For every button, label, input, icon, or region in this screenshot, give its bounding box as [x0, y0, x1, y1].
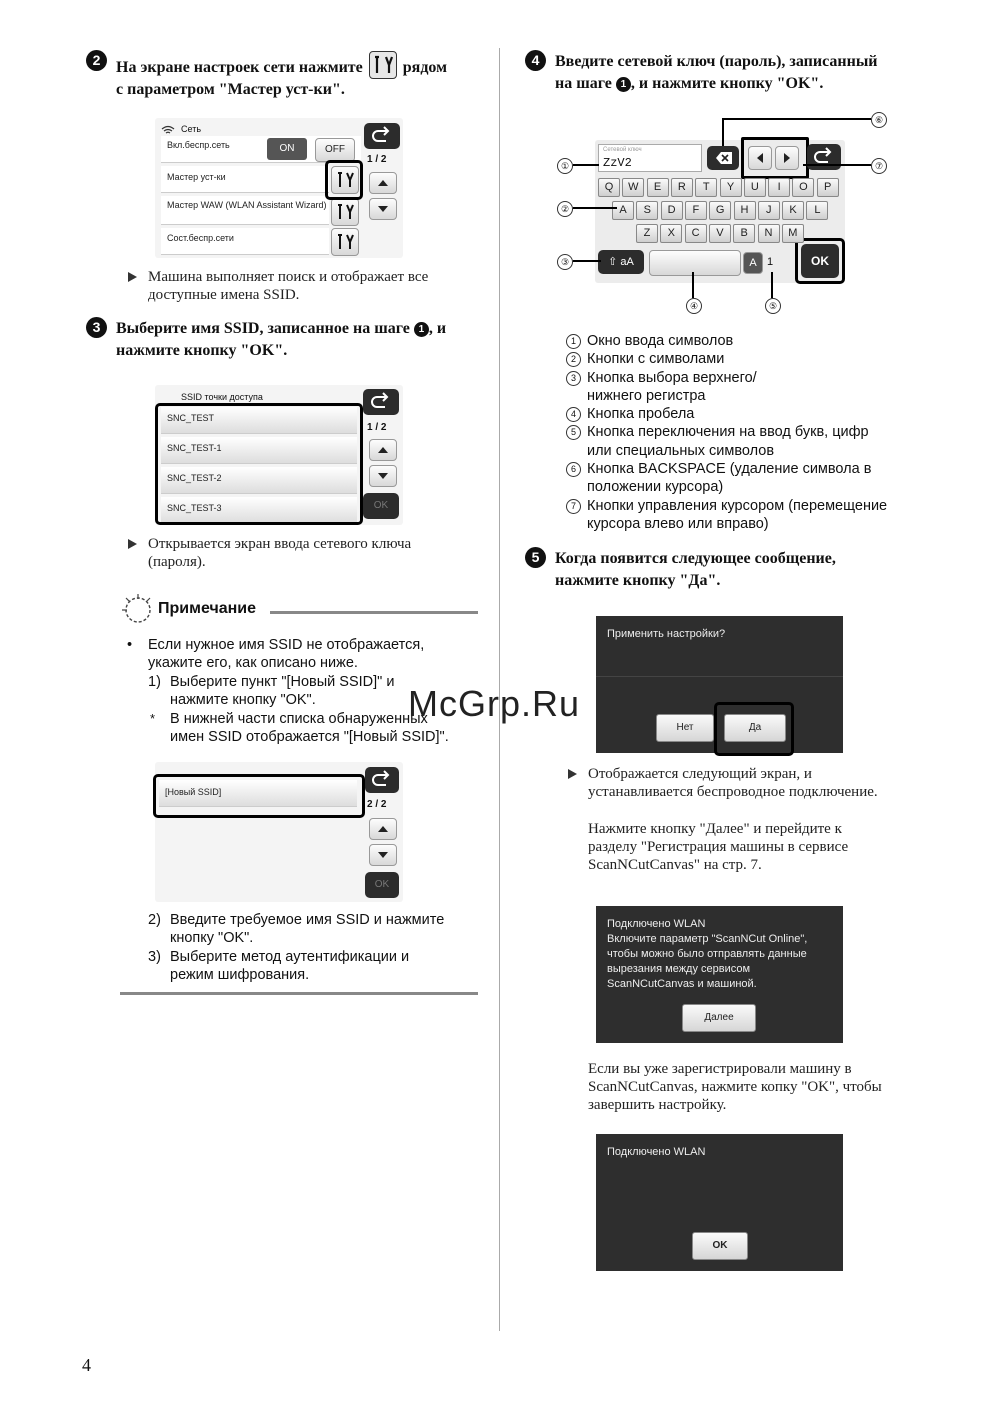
- scroll-down-button[interactable]: [369, 844, 397, 866]
- callout-5: ⑤: [765, 298, 781, 314]
- wlan-connected-screen: [596, 906, 843, 1043]
- legend-line: [566, 515, 986, 533]
- legend-line: [566, 405, 986, 423]
- scroll-up-button[interactable]: [369, 172, 397, 194]
- character-key[interactable]: P: [817, 178, 839, 197]
- legend-text: Кнопки управления курсором (перемещение: [587, 497, 888, 514]
- legend-number: 2: [566, 352, 581, 367]
- scroll-up-button[interactable]: [369, 818, 397, 840]
- step-3-result: Открывается экран ввода сетевого ключа (пароля).: [148, 535, 488, 571]
- note-title: Примечание: [158, 600, 257, 617]
- ssid-row[interactable]: SNC_TEST-2: [161, 467, 357, 494]
- legend-line: [566, 423, 986, 441]
- row-waw[interactable]: Мастер WAW (WLAN Assistant Wizard): [161, 196, 329, 225]
- scroll-down-button[interactable]: [369, 465, 397, 487]
- callout-line: [573, 164, 599, 166]
- ok-button[interactable]: OK: [801, 244, 839, 278]
- network-settings-screen: [155, 118, 403, 258]
- tool-icon: [332, 199, 358, 225]
- up-triangle-icon: [370, 173, 396, 193]
- character-key[interactable]: E: [647, 178, 669, 197]
- ssid-list-screen: [155, 385, 403, 525]
- callout-2: ②: [557, 201, 573, 217]
- wlan-title: Подключено WLAN: [607, 1146, 706, 1158]
- character-key[interactable]: F: [685, 201, 707, 220]
- callout-line: [573, 207, 617, 209]
- character-key[interactable]: G: [709, 201, 731, 220]
- legend-line: [566, 460, 986, 478]
- ok-button[interactable]: OK: [363, 493, 399, 519]
- screen-title: SSID точки доступа: [181, 392, 263, 402]
- ok-button[interactable]: OK: [365, 872, 399, 898]
- callout-line: [803, 164, 871, 166]
- legend-line: [566, 350, 986, 368]
- step-3-number: 3: [86, 317, 107, 338]
- legend-number: 3: [566, 371, 581, 386]
- apply-settings-text: Применить настройки?: [607, 628, 726, 640]
- shift-case-button[interactable]: ⇧ aA: [598, 250, 644, 274]
- tool-icon: [369, 51, 397, 79]
- note-item-2-text: Введите требуемое имя SSID и нажмите кнопку "OK".: [170, 912, 445, 946]
- new-ssid-row[interactable]: [Новый SSID]: [159, 780, 357, 807]
- step-5-result: Отображается следующий экран, и устанавливается беспроводное подключение.: [588, 765, 988, 801]
- character-key[interactable]: J: [758, 201, 780, 220]
- character-key[interactable]: Z: [636, 224, 658, 243]
- note-divider: [270, 611, 478, 614]
- row-setup-wizard[interactable]: Мастер уст-ки: [161, 166, 329, 193]
- callout-4: ④: [686, 298, 702, 314]
- character-key[interactable]: I: [768, 178, 790, 197]
- up-triangle-icon: [370, 819, 396, 839]
- step-2-result: Машина выполняет поиск и отображает все доступные имена SSID.: [148, 268, 488, 304]
- note-item-1-text: Выберите пункт "[Новый SSID]" и нажмите кнопку "OK".: [170, 674, 395, 708]
- space-button[interactable]: [649, 250, 741, 276]
- page-indicator: 1 / 2: [367, 422, 387, 433]
- legend-number: 4: [566, 407, 581, 422]
- character-key[interactable]: T: [695, 178, 717, 197]
- legend-text: Кнопки с символами: [587, 351, 725, 368]
- step-2-number: 2: [86, 50, 107, 71]
- legend-number: 6: [566, 462, 581, 477]
- back-button[interactable]: [365, 767, 399, 793]
- callout-line: [692, 272, 694, 298]
- step-4-heading: Введите сетевой ключ (пароль), записанный на шаге 1 , и нажмите кнопку "OK".: [555, 53, 878, 92]
- note-icon: [120, 592, 154, 631]
- keyboard-legend: [566, 332, 986, 533]
- step-2-heading: На экране настроек сети нажмите рядом с параметром "Мастер уст-ки".: [116, 51, 486, 101]
- highlight-frame: [155, 403, 363, 525]
- back-arrow-icon: [365, 767, 399, 793]
- note-item-3-text: Выберите метод аутентификации и режим шифрования.: [170, 949, 410, 983]
- legend-text: Окно ввода символов: [587, 333, 734, 349]
- note-item-1-number: 1): [148, 674, 161, 690]
- ssid-row[interactable]: SNC_TEST: [161, 407, 357, 434]
- legend-line: [566, 497, 986, 515]
- note-bullet: •: [127, 637, 133, 653]
- character-key[interactable]: H: [734, 201, 756, 220]
- callout-line: [573, 260, 601, 262]
- note-star: *: [150, 711, 156, 726]
- legend-text: или специальных символов: [587, 442, 775, 459]
- tool-icon: [332, 229, 358, 255]
- legend-number: 7: [566, 499, 581, 514]
- page-indicator: 2 / 2: [367, 799, 387, 810]
- apply-settings-screen: [596, 616, 843, 753]
- legend-text: нижнего регистра: [587, 387, 706, 404]
- no-button[interactable]: Нет: [656, 714, 714, 742]
- step-5-number: 5: [525, 547, 546, 568]
- ssid-row[interactable]: SNC_TEST-3: [161, 497, 357, 524]
- row-wireless[interactable]: Вкл.беспр.сеть: [161, 136, 361, 163]
- callout-line: [771, 272, 773, 298]
- note-bullet-text: Если нужное имя SSID не отображается, укажите его, как описано ниже.: [148, 637, 425, 671]
- keyboard-screen: [595, 140, 845, 283]
- back-button[interactable]: [363, 389, 399, 415]
- result-arrow-icon: [128, 272, 137, 282]
- step-4-number: 4: [525, 50, 546, 71]
- callout-line: [722, 118, 871, 120]
- legend-line: [566, 442, 986, 460]
- divider: [596, 676, 843, 677]
- scroll-down-button[interactable]: [369, 198, 397, 220]
- back-arrow-icon: [807, 144, 841, 170]
- highlight-frame: [714, 702, 794, 756]
- character-key[interactable]: X: [660, 224, 682, 243]
- step-5-para-1: Нажмите кнопку "Далее" и перейдите к разделу "Регистрация машины в сервисе ScanNCutCanvas" на стр. 7.: [588, 821, 849, 873]
- back-arrow-icon: [363, 389, 399, 415]
- scroll-up-button[interactable]: [369, 439, 397, 461]
- down-triangle-icon: [370, 845, 396, 865]
- callout-7: ⑦: [871, 158, 887, 174]
- character-key[interactable]: S: [636, 201, 658, 220]
- character-key[interactable]: A: [612, 201, 634, 220]
- status-tool-button[interactable]: [331, 228, 359, 256]
- step-5-heading: Когда появится следующее сообщение, нажмите кнопку "Да".: [555, 550, 836, 589]
- page-indicator: 1 / 2: [367, 154, 387, 165]
- highlight-frame: [795, 238, 845, 284]
- legend-line: [566, 478, 986, 496]
- character-key[interactable]: L: [806, 201, 828, 220]
- character-key[interactable]: D: [661, 201, 683, 220]
- mode-digits-label[interactable]: 1: [767, 256, 774, 268]
- character-key[interactable]: C: [685, 224, 707, 243]
- legend-text: Кнопка пробела: [587, 406, 695, 423]
- step-5-para-2: Если вы уже зарегистрировали машину в ScanNCutCanvas, нажмите копку "OK", чтобы завершить настройку.: [588, 1061, 882, 1113]
- highlight-frame: [325, 160, 363, 200]
- legend-line: [566, 387, 986, 405]
- down-triangle-icon: [370, 199, 396, 219]
- character-key[interactable]: Q: [598, 178, 620, 197]
- backspace-button[interactable]: [707, 146, 739, 170]
- character-key[interactable]: V: [709, 224, 731, 243]
- off-button[interactable]: OFF: [315, 138, 355, 162]
- on-button[interactable]: ON: [267, 138, 307, 160]
- waw-tool-button[interactable]: [331, 198, 359, 226]
- yes-button[interactable]: Да: [724, 714, 786, 742]
- callout-1: ①: [557, 158, 573, 174]
- character-key[interactable]: O: [792, 178, 814, 197]
- legend-number: 1: [566, 334, 581, 349]
- callout-line: [722, 118, 724, 146]
- next-button[interactable]: Далее: [682, 1004, 756, 1032]
- character-key[interactable]: R: [671, 178, 693, 197]
- highlight-frame: [741, 137, 809, 179]
- legend-line: [566, 369, 986, 387]
- note-bottom-divider: [120, 992, 478, 995]
- character-key[interactable]: N: [758, 224, 780, 243]
- note-item-3-number: 3): [148, 949, 161, 965]
- legend-text: курсора влево или вправо): [587, 515, 769, 532]
- note-item-2-number: 2): [148, 912, 161, 928]
- character-key[interactable]: K: [782, 201, 804, 220]
- legend-text: положении курсора): [587, 479, 724, 496]
- result-arrow-icon: [128, 539, 137, 549]
- ok-button[interactable]: OK: [692, 1232, 748, 1260]
- screen-title: Сеть: [181, 124, 202, 134]
- back-arrow-icon: [364, 123, 400, 149]
- page-number: 4: [82, 1355, 91, 1375]
- character-key[interactable]: M: [782, 224, 804, 243]
- mode-letters-button[interactable]: A: [743, 252, 763, 274]
- note-star-text: В нижней части списка обнаруженных имен SSID отображается "[Новый SSID]".: [170, 711, 449, 745]
- ssid-row[interactable]: SNC_TEST-1: [161, 437, 357, 464]
- row-status[interactable]: Сост.беспр.сети: [161, 228, 329, 255]
- character-key[interactable]: U: [744, 178, 766, 197]
- legend-number: 5: [566, 425, 581, 440]
- legend-line: [566, 332, 986, 350]
- character-input-window[interactable]: Сетевой ключ ZzV2: [598, 144, 702, 172]
- up-triangle-icon: [370, 440, 396, 460]
- result-arrow-icon: [568, 769, 577, 779]
- step-3-heading: Выберите имя SSID, записанное на шаге 1 , и нажмите кнопку "OK".: [116, 320, 447, 359]
- back-button[interactable]: [364, 123, 400, 149]
- wlan-connected-ok-screen: [596, 1134, 843, 1271]
- character-key[interactable]: Y: [720, 178, 742, 197]
- legend-text: Кнопка переключения на ввод букв, цифр: [587, 424, 869, 441]
- legend-text: Кнопка выбора верхнего/: [587, 369, 757, 386]
- character-key[interactable]: B: [733, 224, 755, 243]
- legend-text: Кнопка BACKSPACE (удаление символа в: [587, 461, 872, 478]
- watermark: McGrp.Ru: [408, 683, 581, 724]
- highlight-frame: [153, 774, 365, 818]
- new-ssid-screen: [155, 762, 403, 902]
- callout-3: ③: [557, 254, 573, 270]
- down-triangle-icon: [370, 466, 396, 486]
- backspace-icon: [707, 146, 739, 170]
- character-key[interactable]: W: [622, 178, 644, 197]
- wlan-message: Подключено WLAN Включите параметр "ScanNCut Online", чтобы можно было отправлять данные вырезания между сервисом ScanNCutCanvas и машиной.: [607, 918, 808, 990]
- back-button[interactable]: [807, 144, 841, 170]
- callout-6: ⑥: [871, 112, 887, 128]
